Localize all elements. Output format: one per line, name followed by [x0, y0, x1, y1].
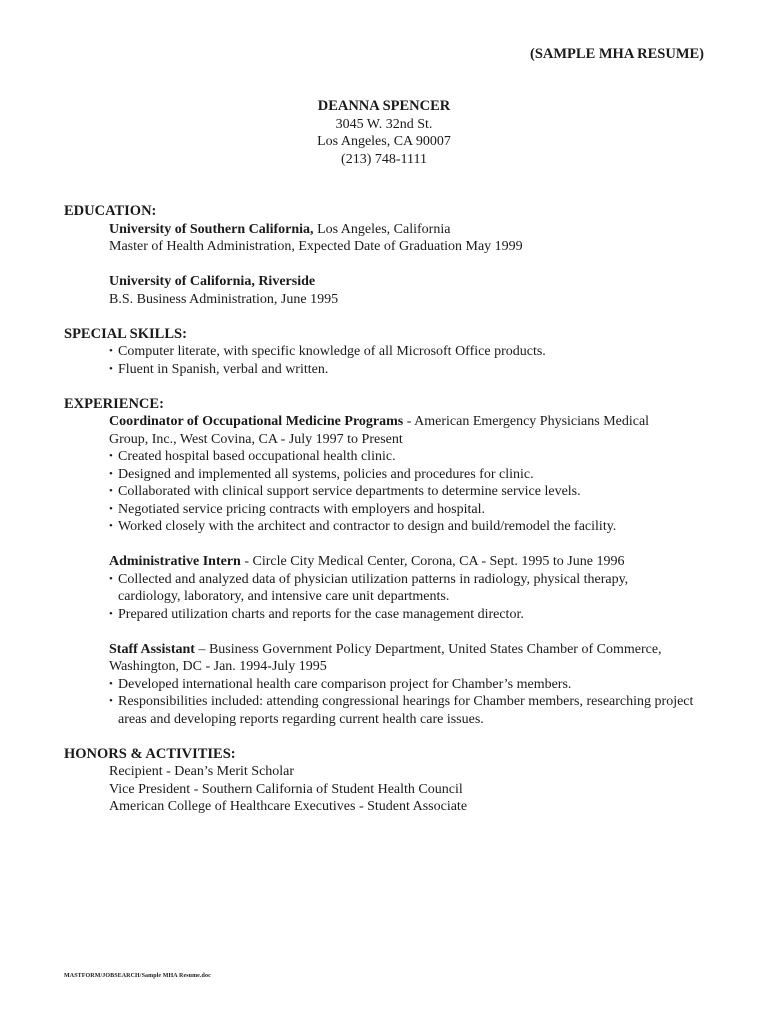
job-entry: [109, 641, 714, 729]
skills-heading: SPECIAL SKILLS:: [64, 325, 187, 342]
job-organization-cont: Washington, DC - Jan. 1994-July 1995: [109, 659, 327, 674]
job-separator: -: [240, 554, 253, 569]
city-state-zip: Los Angeles, CA 90007: [317, 134, 451, 149]
job-bullet: • Worked closely with the architect and contractor to design and build/remodel the facility.: [109, 518, 714, 536]
job-organization: American Emergency Physicians Medical: [414, 414, 650, 429]
skill-item: • Computer literate, with specific knowledge of all Microsoft Office products.: [109, 343, 714, 361]
job-organization-cont: Group, Inc., West Covina, CA - July 1997 to Present: [109, 431, 403, 447]
job-organization: Circle City Medical Center, Corona, CA - Sept. 1995 to June 1996: [252, 554, 625, 569]
file-path-footer: MASTFORM/JOBSEARCH/Sample MHA Resume.doc: [64, 973, 211, 979]
job-bullet: • Negotiated service pricing contracts with employers and hospital.: [109, 501, 714, 519]
school-name: University of California, Riverside: [109, 274, 316, 289]
honors-heading: HONORS & ACTIVITIES:: [64, 745, 236, 762]
honor-item: American College of Healthcare Executives - Student Associate: [109, 799, 468, 814]
job-role: Staff Assistant: [109, 641, 195, 657]
job-bullet: • Collaborated with clinical support service departments to determine service levels.: [109, 483, 714, 501]
experience-heading: EXPERIENCE:: [64, 395, 164, 412]
degree-detail: Master of Health Administration, Expected Date of Graduation May 1999: [109, 239, 523, 254]
education-entry: [109, 221, 714, 256]
honor-item: Vice President - Southern California of Student Health Council: [109, 781, 463, 797]
sample-title: (SAMPLE MHA RESUME): [530, 46, 704, 62]
street-address: 3045 W. 32nd St.: [335, 116, 433, 132]
candidate-name: DEANNA SPENCER: [317, 98, 451, 114]
contact-header: [0, 98, 768, 168]
job-bullet: • Designed and implemented all systems, policies and procedures for clinic.: [109, 466, 714, 484]
education-entry: [109, 273, 714, 308]
school-name: University of Southern California,: [109, 221, 314, 237]
job-separator: -: [403, 414, 415, 429]
job-organization: Business Government Policy Department, United States Chamber of Commerce,: [208, 641, 662, 657]
job-bullet: • Collected and analyzed data of physician utilization patterns in radiology, physical therapy, cardiology, laboratory, and intensive care unit departments.: [109, 571, 678, 606]
phone-number: (213) 748-1111: [341, 151, 427, 167]
skills-list: [109, 343, 714, 378]
school-location: Los Angeles, California: [313, 221, 451, 237]
job-bullet: • Prepared utilization charts and reports for the case management director.: [109, 606, 714, 624]
honors-list: [109, 763, 714, 816]
education-heading: EDUCATION:: [64, 203, 157, 219]
job-bullet: • Responsibilities included: attending congressional hearings for Chamber members, researching project areas and developing reports regarding current health care issues.: [109, 693, 698, 728]
job-bullet: • Developed international health care comparison project for Chamber’s members.: [109, 676, 714, 694]
job-entry: [109, 553, 714, 623]
job-role: Administrative Intern: [109, 554, 241, 569]
honor-item: Recipient - Dean’s Merit Scholar: [109, 764, 295, 779]
job-separator: –: [194, 641, 209, 657]
job-role: Coordinator of Occupational Medicine Programs: [109, 414, 404, 429]
degree-detail: B.S. Business Administration, June 1995: [109, 291, 339, 307]
job-bullet: • Created hospital based occupational health clinic.: [109, 448, 714, 466]
job-entry: [109, 413, 714, 536]
skill-item: • Fluent in Spanish, verbal and written.: [109, 361, 714, 379]
resume-body: [64, 203, 714, 816]
